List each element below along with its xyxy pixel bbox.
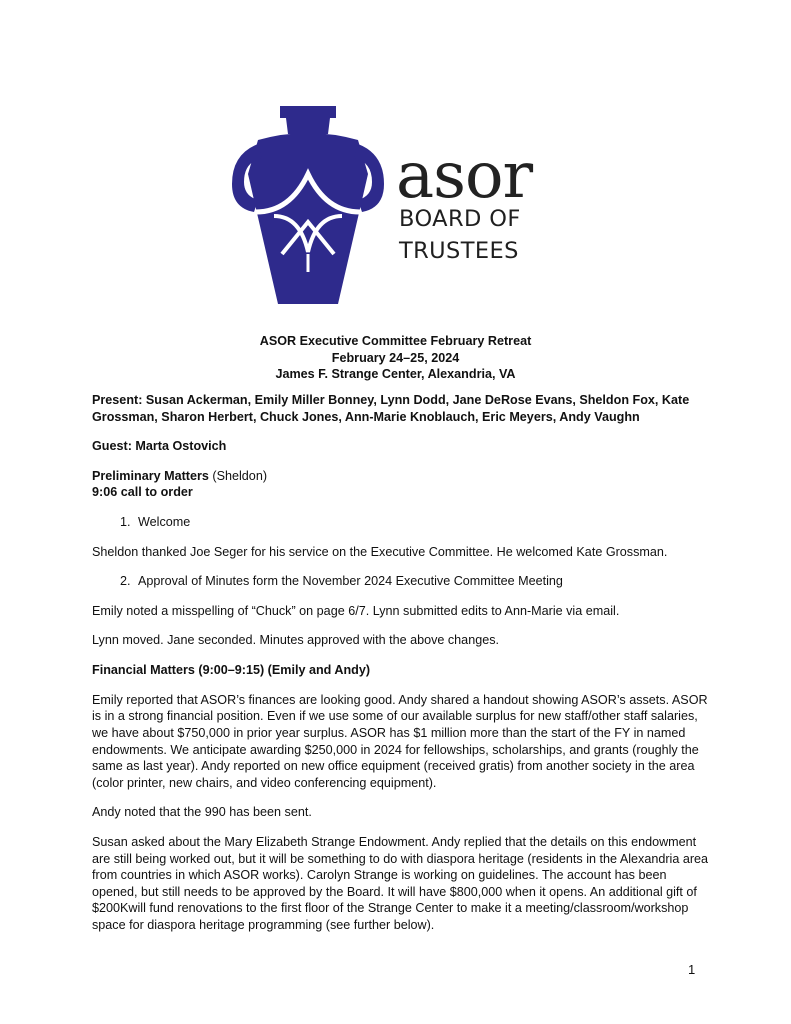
preliminary-lead: (Sheldon): [208, 468, 268, 483]
paragraph-990: Andy noted that the 990 has been sent.: [92, 805, 312, 820]
list-number: 2.: [120, 574, 131, 589]
logo-line-board: BOARD OF: [399, 206, 521, 232]
list-number: 1.: [120, 515, 131, 530]
logo-line-trustees: TRUSTEES: [399, 238, 519, 264]
list-text: Welcome: [138, 515, 191, 530]
logo-wordmark: asor: [396, 139, 533, 213]
list-item-approval: [92, 573, 712, 590]
preliminary-heading: Preliminary Matters: [92, 468, 209, 483]
paragraph-moved: Lynn moved. Jane seconded. Minutes approved with the above changes.: [92, 633, 499, 648]
page-number: 1: [688, 962, 696, 977]
minutes-body: [92, 392, 712, 947]
guest-line: Guest: Marta Ostovich: [92, 439, 227, 454]
paragraph-misspelling: Emily noted a misspelling of “Chuck” on page 6/7. Lynn submitted edits to Ann-Marie via email.: [92, 603, 620, 618]
paragraph-endowment: Susan asked about the Mary Elizabeth Strange Endowment. Andy replied that the details on this endowment are still being worked out, but it will be something to do with diaspora heritage (residents in the Alexandria area from countries in which ASOR works). Carolyn Strange is working on guidelines. The account has been opened, but still needs to be approved by the Board. It will have $800,000 when it opens. An additional gift of $200Kwill fund renovations to the first floor of the Strange Center to make it a meeting/classroom/workshop space for diaspora heritage programming (see further below).: [92, 834, 709, 933]
financial-heading: Financial Matters (9:00–9:15) (Emily and Andy): [92, 663, 371, 678]
preliminary-section: [92, 468, 712, 501]
call-to-order: 9:06 call to order: [92, 485, 193, 500]
header-location: James F. Strange Center, Alexandria, VA: [275, 367, 516, 381]
list-text: Approval of Minutes form the November 2024 Executive Committee Meeting: [138, 574, 563, 589]
paragraph-finances: Emily reported that ASOR’s finances are looking good. Andy shared a handout showing ASOR’s assets. ASOR is in a strong financial position. Even if we use some of our available surplus for new staff/other staff salaries, we have about $750,000 in prior year surplus. ASOR has $1 million more than the start of the FY in named endowments. We anticipate awarding $250,000 in 2024 for fellowships, scholarships, and grants (roughly the same as last year). Andy reported on new office equipment (received gratis) from another society in the area (color printer, new chairs, and video conferencing equipment).: [92, 692, 708, 790]
list-item-welcome: [92, 514, 712, 531]
paragraph-welcome: Sheldon thanked Joe Seger for his service on the Executive Committee. He welcomed Kate Grossman.: [92, 544, 668, 559]
document-header: [0, 333, 791, 383]
present-list: Present: Susan Ackerman, Emily Miller Bonney, Lynn Dodd, Jane DeRose Evans, Sheldon Fox, Kate Grossman, Sharon Herbert, Chuck Jones, Ann-Marie Knoblauch, Eric Meyers, Andy Vaughn: [92, 393, 690, 424]
header-dates: February 24–25, 2024: [331, 350, 460, 365]
vessel-icon: [228, 104, 388, 316]
header-title: ASOR Executive Committee February Retreat: [259, 334, 532, 348]
asor-logo: [228, 104, 568, 324]
